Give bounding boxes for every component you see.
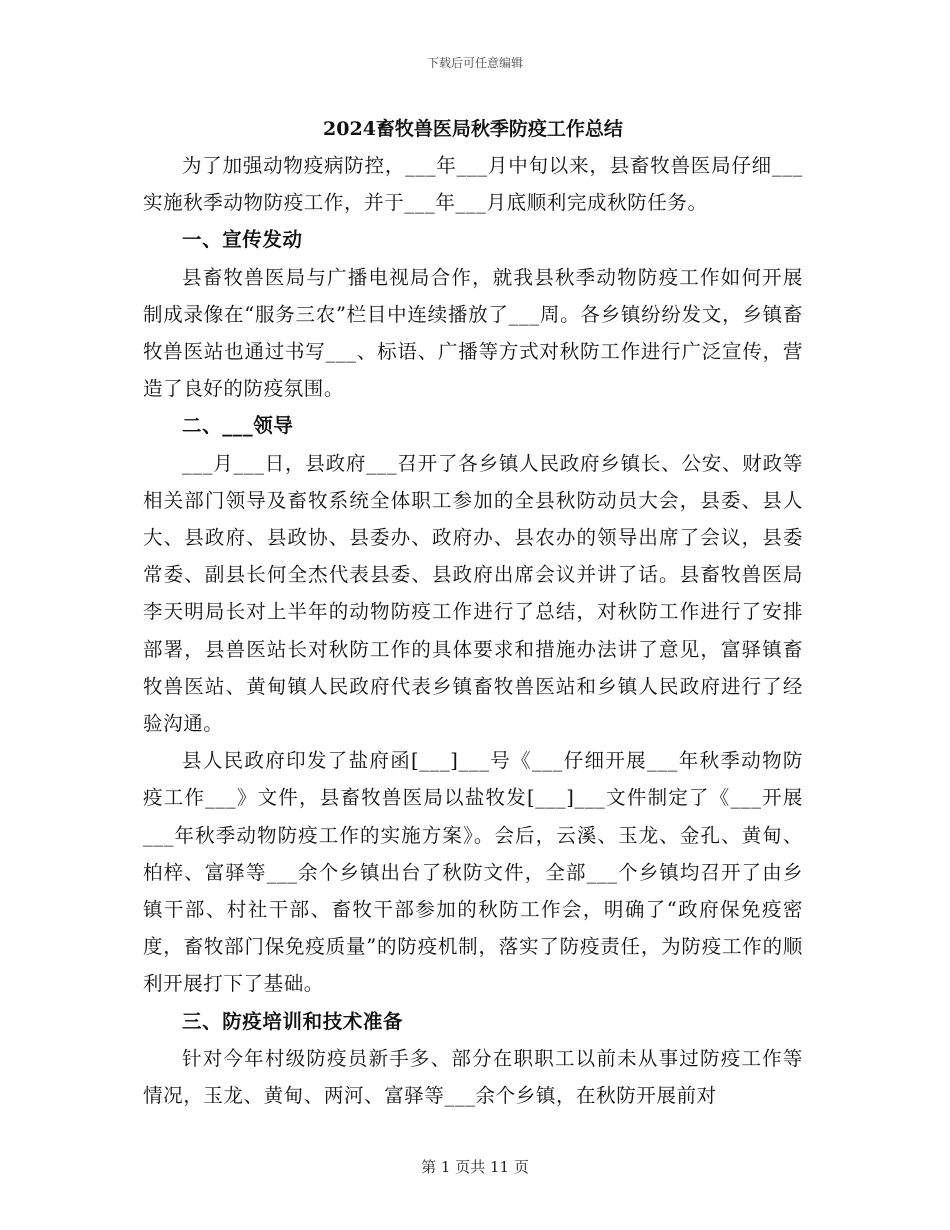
section-heading-1: 一、宣传发动 [182,228,303,252]
paragraph-training: 针对今年村级防疫员新手多、部分在职职工以前未从事过防疫工作等情况，玉龙、黄甸、两河、富驿等___余个乡镇，在秋防开展前对 [143,1046,803,1108]
page-footer: 第 1 页共 11 页 [421,1158,529,1176]
paragraph-documents: 县人民政府印发了盐府函[___]___号《___仔细开展___年秋季动物防疫工作___》文件，县畜牧兽医局以盐牧发[___]___文件制定了《___开展___年秋季动物防疫工作的实施方案》。会后，云溪、玉龙、金孔、黄甸、柏梓、富驿等___余个乡镇出台了秋防文件，全部___个乡镇均召开了由乡镇干部、村社干部、畜牧干部参加的秋防工作会，明确了“政府保免疫密度，畜牧部门保免疫质量”的防疫机制，落实了防疫责任，为防疫工作的顺利开展打下了基础。 [143,749,803,996]
paragraph-intro: 为了加强动物疫病防控，___年___月中旬以来，县畜牧兽医局仔细___实施秋季动物防疫工作，并于___年___月底顺利完成秋防任务。 [143,154,803,215]
section-heading-2: 二、___领导 [182,414,294,438]
header-note: 下载后可任意编辑 [426,56,523,70]
paragraph-meeting: ___月___日，县政府___召开了各乡镇人民政府乡镇长、公安、财政等相关部门领导及畜牧系统全体职工参加的全县秋防动员大会，县委、县人大、县政府、县政协、县委办、政府办、县农办的领导出席了会议，县委常委、副县长何全杰代表县委、县政府出席会议并讲了话。县畜牧兽医局李天明局长对上半年的动物防疫工作进行了总结，对秋防工作进行了安排部署，县兽医站长对秋防工作的具体要求和措施办法讲了意见，富驿镇畜牧兽医站、黄甸镇人民政府代表乡镇畜牧兽医站和乡镇人民政府进行了经验沟通。 [143,451,803,736]
document-title: 2024畜牧兽医局秋季防疫工作总结 [323,118,623,140]
document-body [143,111,803,1114]
paragraph-publicity: 县畜牧兽医局与广播电视局合作，就我县秋季动物防疫工作如何开展制成录像在“服务三农”栏目中连续播放了___周。各乡镇纷纷发文，乡镇畜牧兽医站也通过书写___、标语、广播等方式对秋防工作进行广泛宣传，营造了良好的防疫氛围。 [143,265,803,401]
section-heading-3: 三、防疫培训和技术准备 [182,1009,404,1033]
